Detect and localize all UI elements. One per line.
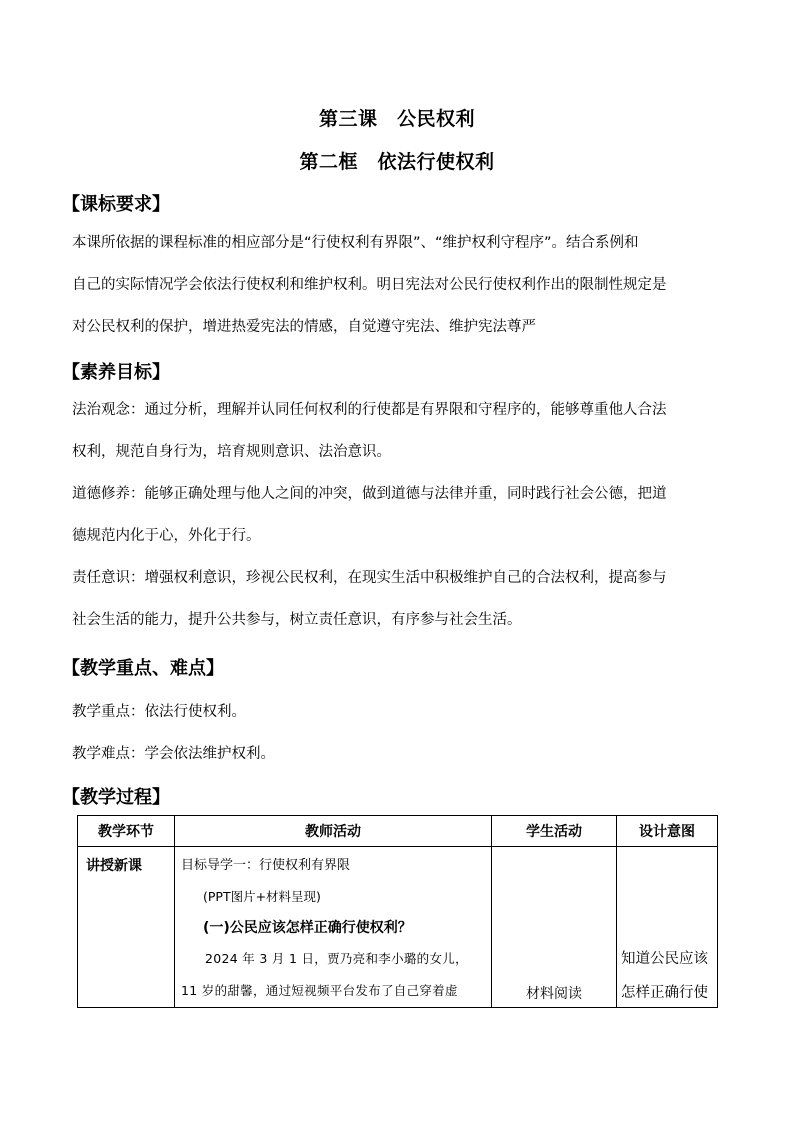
student-activity-cell	[492, 847, 617, 1008]
teacher-line: 11 岁的甜馨，通过短视频平台发布了自己穿着虚	[181, 983, 458, 998]
goals-line: 社会生活的能力，提升公共参与，树立责任意识，有序参与社会生活。	[72, 612, 522, 628]
table-row	[78, 847, 718, 1008]
curriculum-heading: 【课标要求】	[62, 194, 170, 215]
curriculum-line: 自己的实际情况学会依法行使权利和维护权利。明日宪法对公民行使权利作出的限制性规定是	[72, 277, 667, 293]
design-intent-cell	[617, 847, 718, 1008]
column-header: 教学环节	[78, 816, 175, 847]
teaching-focus: 教学重点：依法行使权利。	[72, 704, 246, 720]
teacher-line: 2024 年 3 月 1 日，贾乃亮和李小璐的女儿，	[205, 951, 468, 966]
design-line: 怎样正确行使	[621, 985, 708, 1001]
teacher-line: (PPT图片+材料呈现)	[203, 889, 321, 904]
section-title: 第二框 依法行使权利	[299, 151, 495, 173]
column-header: 教师活动	[175, 816, 492, 847]
teacher-line: 目标导学一：行使权利有界限	[181, 858, 351, 873]
teacher-activity-cell	[175, 847, 492, 1008]
column-header: 学生活动	[492, 816, 617, 847]
goals-line: 法治观念：通过分析，理解并认同任何权利的行使都是有界限和守程序的，能够尊重他人合法	[72, 402, 667, 418]
design-line: 知道公民应该	[621, 951, 708, 967]
curriculum-line: 对公民权利的保护，增进热爱宪法的情感，自觉遵守宪法、维护宪法尊严	[72, 319, 536, 335]
column-header: 设计意图	[617, 816, 718, 847]
table-header-row	[78, 816, 718, 847]
goals-line: 道德修养：能够正确处理与他人之间的冲突，做到道德与法律并重，同时践行社会公德，把道	[72, 486, 667, 502]
goals-line: 责任意识：增强权利意识，珍视公民权利，在现实生活中积极维护自己的合法权利，提高参与	[72, 570, 667, 586]
goals-heading: 【素养目标】	[62, 362, 170, 383]
process-heading: 【教学过程】	[62, 787, 170, 808]
curriculum-paragraph	[72, 222, 724, 348]
teaching-difficulty: 教学难点：学会依法维护权利。	[72, 746, 275, 762]
key-points-heading: 【教学重点、难点】	[62, 658, 224, 679]
goals-line: 德规范内化于心，外化于行。	[72, 528, 261, 544]
goals-paragraph	[72, 389, 724, 641]
lesson-title: 第三课 公民权利	[318, 108, 475, 130]
teacher-question: (一)公民应该怎样正确行使权利？	[203, 920, 412, 936]
curriculum-line: 本课所依据的课程标准的相应部分是“行使权利有界限”、“维护权利守程序”。结合系例和	[72, 235, 639, 251]
student-activity: 材料阅读	[526, 986, 582, 1002]
goals-line: 权利，规范自身行为，培育规则意识、法治意识。	[72, 444, 391, 460]
process-table	[77, 815, 718, 1008]
stage-cell: 讲授新课	[78, 847, 175, 1008]
